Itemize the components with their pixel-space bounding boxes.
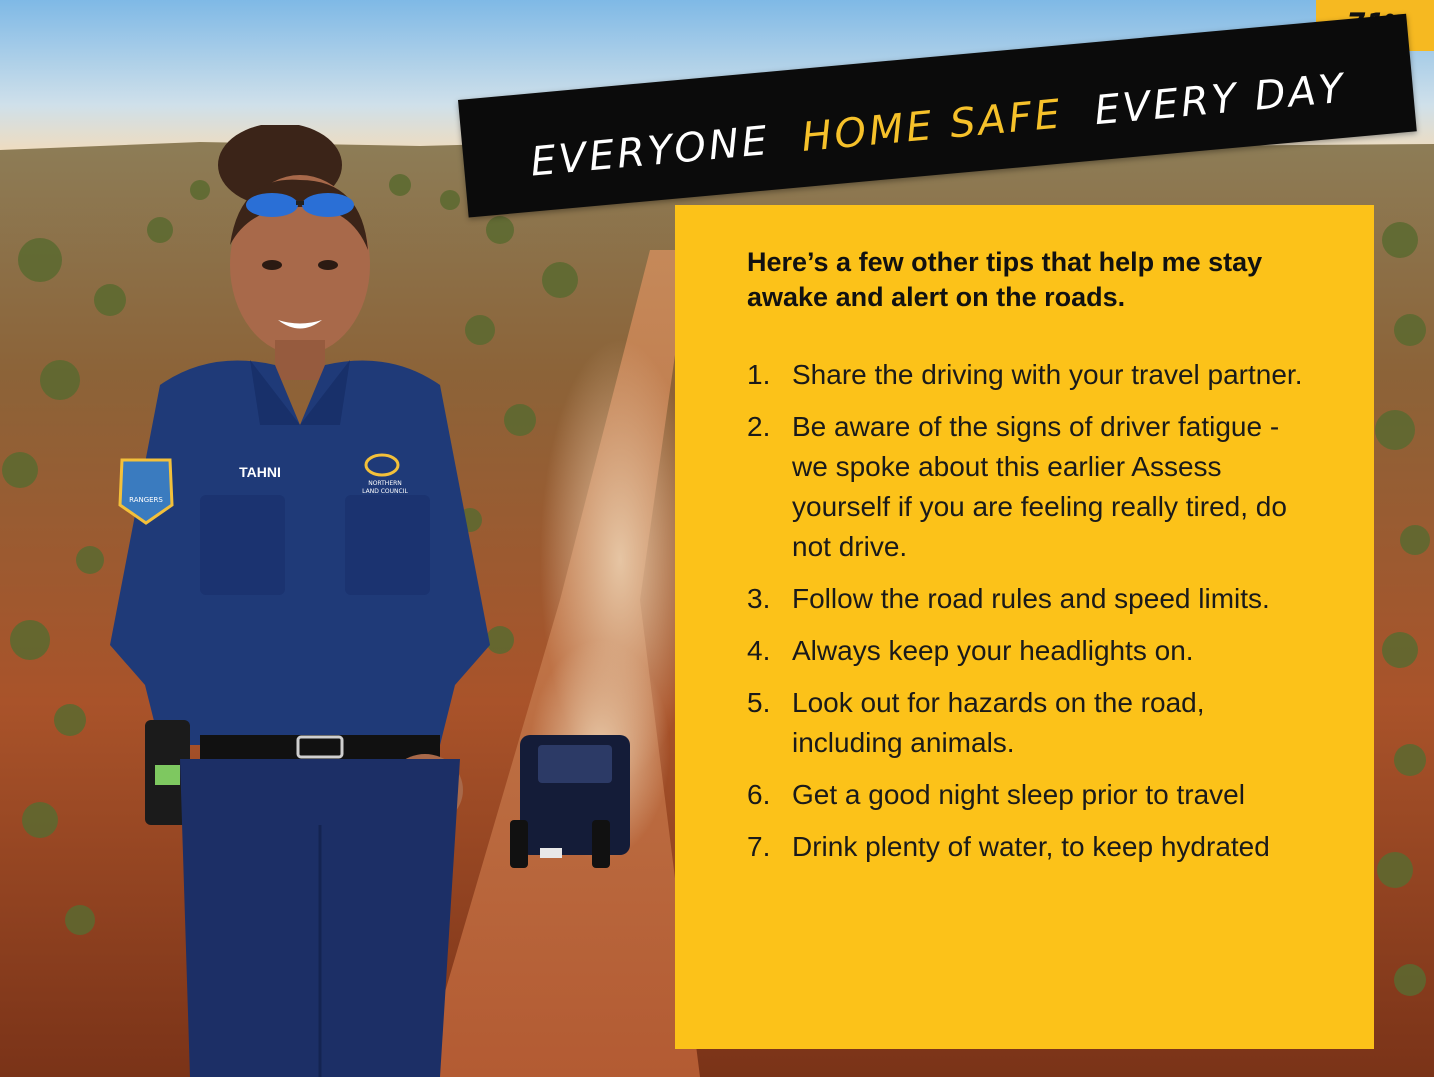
list-item-number: 4. (747, 635, 771, 666)
council-logo-line-1: NORTHERN (368, 480, 402, 487)
list-item-text: Always keep your headlights on. (792, 635, 1194, 666)
list-item-number: 3. (747, 583, 771, 614)
ranger-character-illustration (100, 125, 500, 1077)
tips-heading: Here’s a few other tips that help me stay awake and alert on the roads. (747, 247, 1263, 312)
list-item-text: Be aware of the signs of driver fatigue - we spoke about this earlier Assess yourself if you are feeling really tired, do not drive. (792, 411, 1287, 562)
list-item-text: Look out for hazards on the road, including animals. (792, 687, 1205, 758)
banner-word-home-safe: HOME SAFE (799, 91, 1065, 161)
list-item-number: 7. (747, 831, 771, 862)
list-item-text: Drink plenty of water, to keep hydrated (792, 831, 1270, 862)
list-item-text: Get a good night sleep prior to travel (792, 779, 1245, 810)
list-item (747, 579, 1307, 619)
list-item-number: 1. (747, 359, 771, 390)
banner-word-everyone: EVERYONE (528, 118, 772, 186)
list-item (747, 631, 1307, 671)
vehicle (510, 735, 630, 868)
tips-panel (675, 205, 1374, 1049)
list-item-text: Follow the road rules and speed limits. (792, 583, 1270, 614)
list-item-text: Share the driving with your travel partner. (792, 359, 1303, 390)
list-item (747, 407, 1307, 567)
list-item-number: 6. (747, 779, 771, 810)
shoulder-badge-text: RANGERS (129, 496, 163, 504)
list-item (747, 775, 1307, 815)
tips-list (747, 355, 1307, 879)
list-item (747, 827, 1307, 867)
list-item-number: 5. (747, 687, 771, 718)
name-tag: TAHNI (239, 464, 281, 480)
council-logo-line-2: LAND COUNCIL (362, 488, 408, 495)
banner-word-every-day: EVERY DAY (1092, 65, 1349, 135)
list-item (747, 355, 1307, 395)
list-item (747, 683, 1307, 763)
list-item-number: 2. (747, 411, 771, 442)
